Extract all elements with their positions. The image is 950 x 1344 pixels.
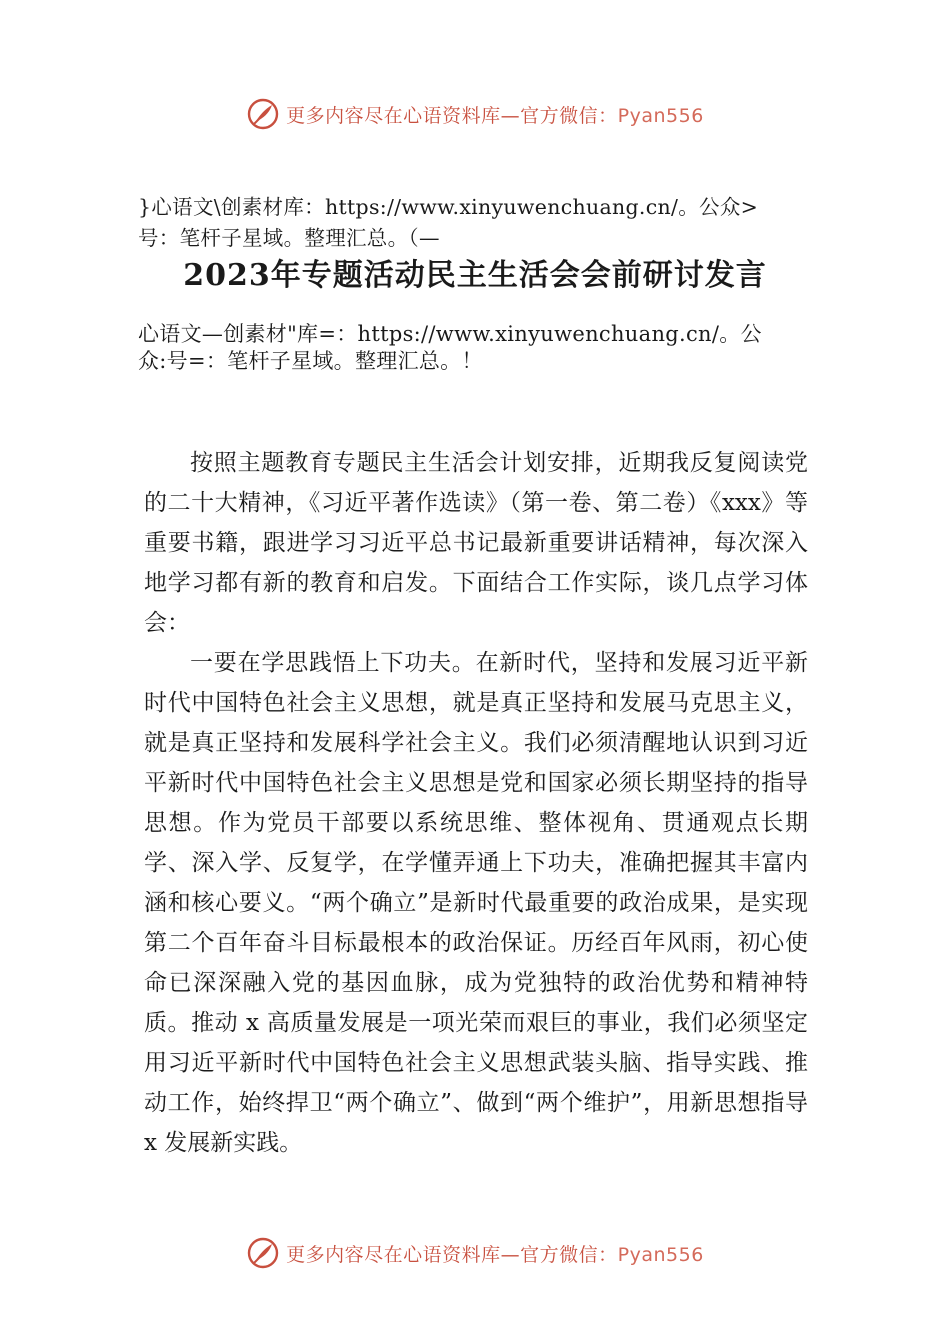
source-note-1-line-2: 号：笔杆子星域。整理汇总。（— xyxy=(138,226,440,250)
wechat-id: Pyan556 xyxy=(617,1243,704,1266)
footer-banner xyxy=(0,1233,950,1273)
document-title: 2023年专题活动民主生活会会前研讨发言 xyxy=(183,258,767,293)
banner-text: 更多内容尽在心语资料库—官方微信：Pyan556 xyxy=(286,1243,704,1266)
source-note-2-line-2: 众:号=：笔杆子星域。整理汇总。！ xyxy=(138,349,483,373)
document-body xyxy=(144,443,808,1163)
quill-logo-icon xyxy=(246,1236,280,1270)
source-note-2-line-1: 心语文—创素材"库=：https://www.xinyuwenchuang.cn/。公 xyxy=(138,322,762,346)
banner-text: 更多内容尽在心语资料库—官方微信：Pyan556 xyxy=(286,104,704,127)
paragraph-point-1: 一要在学思践悟上下功夫。在新时代，坚持和发展习近平新时代中国特色社会主义思想，就是真正坚持和发展马克思主义，就是真正坚持和发展科学社会主义。我们必须清醒地认识到习近平新时代中国特色社会主义思想是党和国家必须长期坚持的指导思想。作为党员干部要以系统思维、整体视角、贯通观点长期学、深入学、反复学，在学懂弄通上下功夫，准确把握其丰富内涵和核心要义。“两个确立”是新时代最重要的政治成果，是实现第二个百年奋斗目标最根本的政治保证。历经百年风雨，初心使命已深深融入党的基因血脉，成为党独特的政治优势和精神特质。推动 x 高质量发展是一项光荣而艰巨的事业，我们必须坚定用习近平新时代中国特色社会主义思想武装头脑、指导实践、推动工作，始终捍卫“两个确立”、做到“两个维护”，用新思想指导 x 发展新实践。 xyxy=(144,650,808,1156)
source-note-1-line-1: }心语文\创素材库：https://www.xinyuwenchuang.cn/。公众> xyxy=(138,195,759,219)
paragraph-intro: 按照主题教育专题民主生活会计划安排，近期我反复阅读党的二十大精神，《习近平著作选读》（第一卷、第二卷）《xxx》等重要书籍，跟进学习习近平总书记最新重要讲话精神，每次深入地学习都有新的教育和启发。下面结合工作实际，谈几点学习体会： xyxy=(144,450,808,636)
quill-logo-icon xyxy=(246,97,280,131)
wechat-id: Pyan556 xyxy=(617,104,704,127)
header-banner xyxy=(0,94,950,134)
